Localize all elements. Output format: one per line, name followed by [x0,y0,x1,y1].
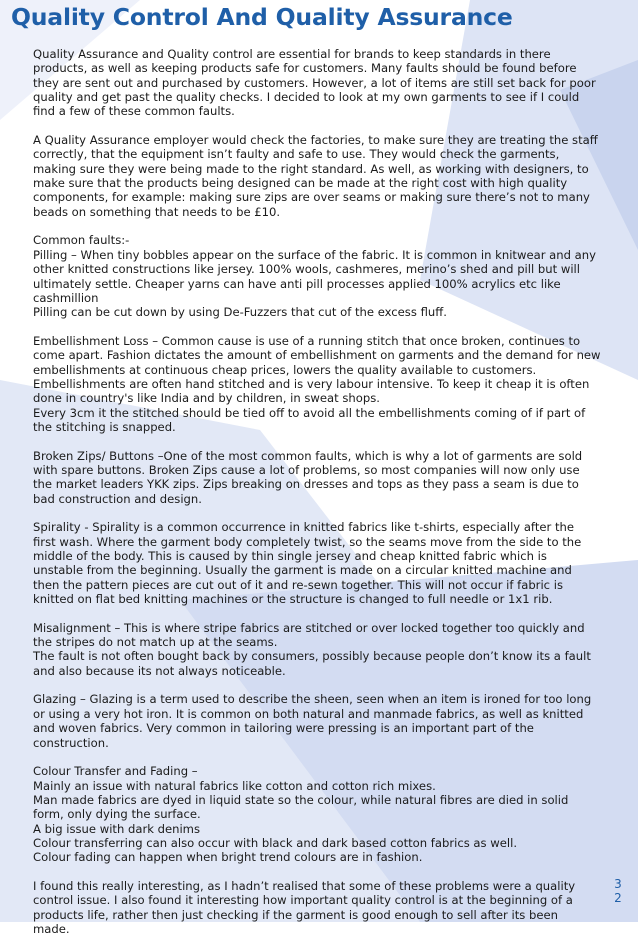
text-line: ultimately settle. Cheaper yarns can have anti pill processes applied 100% acrylics etc like [33,276,561,291]
text-line: made. [33,921,70,936]
paragraph [33,233,603,319]
text-line: form, only dying the surface. [33,807,201,822]
text-line: come apart. Fashion dictates the amount of embellishment on garments and the demand for new [33,348,601,363]
text-line: quality and get past the quality checks. I decided to look at my own garments to see if I could [33,90,580,105]
text-line: Embellishments are often hand stitched and is very labour intensive. To keep it cheap it is often [33,376,590,391]
text-line: A big issue with dark denims [33,821,201,836]
text-line: Glazing – Glazing is a term used to describe the sheen, seen when an item is ironed for too long [33,692,592,707]
text-line: the stripes do not match up at the seams. [33,635,278,650]
text-line: Broken Zips/ Buttons –One of the most common faults, which is why a lot of garments are sold [33,448,583,463]
text-line: find a few of these common faults. [33,104,235,119]
page-number-digit: 3 [614,877,622,891]
paragraph [33,692,603,749]
text-line: control issue. I also found it interesting how important quality control is at the beginning of a [33,893,573,908]
text-line: cashmillion [33,290,99,305]
text-line: I found this really interesting, as I hadn’t realised that some of these problems were a quality [33,878,576,893]
text-line: or using a very hot iron. It is common on both natural and manmade fabrics, as well as knitted [33,706,584,721]
text-line: first wash. Where the garment body completely twist, so the seams move from the side to the [33,534,582,549]
text-line: A Quality Assurance employer would check the factories, to make sure they are treating the staff [33,133,598,148]
text-line: Embellishment Loss – Common cause is use of a running stitch that once broken, continues to [33,333,581,348]
text-line: Spirality - Spirality is a common occurrence in knitted fabrics like t-shirts, especially after the [33,520,574,535]
text-line: middle of the body. This is caused by thin single jersey and cheap knitted fabric which is [33,549,547,564]
text-line: other knitted constructions like jersey. 100% wools, cashmeres, merino’s shed and pill but will [33,262,580,277]
text-line: products life, rather then just checking if the garment is good enough to sell after its been [33,907,558,922]
text-line: products, as well as keeping products safe for customers. Many faults should be found before [33,61,577,76]
text-line: Every 3cm it the stitched should be tied off to avoid all the embellishments coming of if part of [33,405,586,420]
text-line: Quality Assurance and Quality control are essential for brands to keep standards in there [33,47,551,61]
paragraph [33,449,603,506]
text-line: and woven fabrics. Very common in tailoring were pressing is an important part of the [33,721,534,736]
paragraph [33,47,603,119]
text-line: Pilling can be cut down by using De-Fuzzers that cut of the excess fluff. [33,305,447,320]
text-line: then the pattern pieces are cut out of it and re-sewn together. This will not occur if fabric is [33,577,563,592]
text-line: make sure that the products being designed can be made at the right cost with high quality [33,176,568,191]
paragraph [33,621,603,678]
text-line: Mainly an issue with natural fabrics like cotton and cotton rich mixes. [33,778,436,793]
text-line: correctly, that the equipment isn’t faulty and safe to use. They would check the garments, [33,147,560,162]
text-line: bad construction and design. [33,491,202,506]
text-line: knitted on flat bed knitting machines or the structure is changed to full needle or 1x1 rib. [33,592,553,607]
text-line: The fault is not often bought back by consumers, possibly because people don’t know its a fault [33,649,591,664]
text-line: Common faults:- [33,233,130,248]
paragraph [33,764,603,864]
text-line: with spare buttons. Broken Zips cause a lot of problems, so most companies will now only use [33,462,580,477]
paragraph [33,520,603,606]
text-line: unstable from the beginning. Usually the garment is made on a circular knitted machine and [33,563,572,578]
text-line: the market leaders YKK zips. Zips breaking on dresses and tops as they pass a seam is due to [33,477,579,492]
document-body [33,47,603,951]
text-line: the stitching is snapped. [33,419,176,434]
page-number [612,877,624,905]
text-line: embellishments at continuous cheap prices, lowers the quality available to customers. [33,362,537,377]
text-line: making sure they were being made to the right standard. As well, as working with designers, to [33,161,589,176]
page-title: Quality Control And Quality Assurance [11,3,513,31]
text-line: and also because its not always noticeable. [33,663,286,678]
text-line: components, for example: making sure zips are over seams or making sure there’s not to many [33,190,590,205]
paragraph [33,334,603,434]
paragraph [33,133,603,219]
text-line: construction. [33,735,109,750]
page-number-digit: 2 [614,891,622,905]
text-line: Colour fading can happen when bright trend colours are in fashion. [33,850,423,865]
text-line: Man made fabrics are dyed in liquid state so the colour, while natural fibres are died in solid [33,792,569,807]
text-line: Colour Transfer and Fading – [33,764,198,779]
paragraph [33,879,603,936]
text-line: they are sent out and purchased by customers. However, a lot of items are still set back for poor [33,75,596,90]
text-line: Colour transferring can also occur with black and dark based cotton fabrics as well. [33,835,518,850]
text-line: done in country's like India and by children, in sweat shops. [33,391,380,406]
text-line: Pilling – When tiny bobbles appear on the surface of the fabric. It is common in knitwear and any [33,247,596,262]
text-line: beads on something that needs to be £10. [33,204,281,219]
text-line: Misalignment – This is where stripe fabrics are stitched or over locked together too quickly and [33,620,585,635]
